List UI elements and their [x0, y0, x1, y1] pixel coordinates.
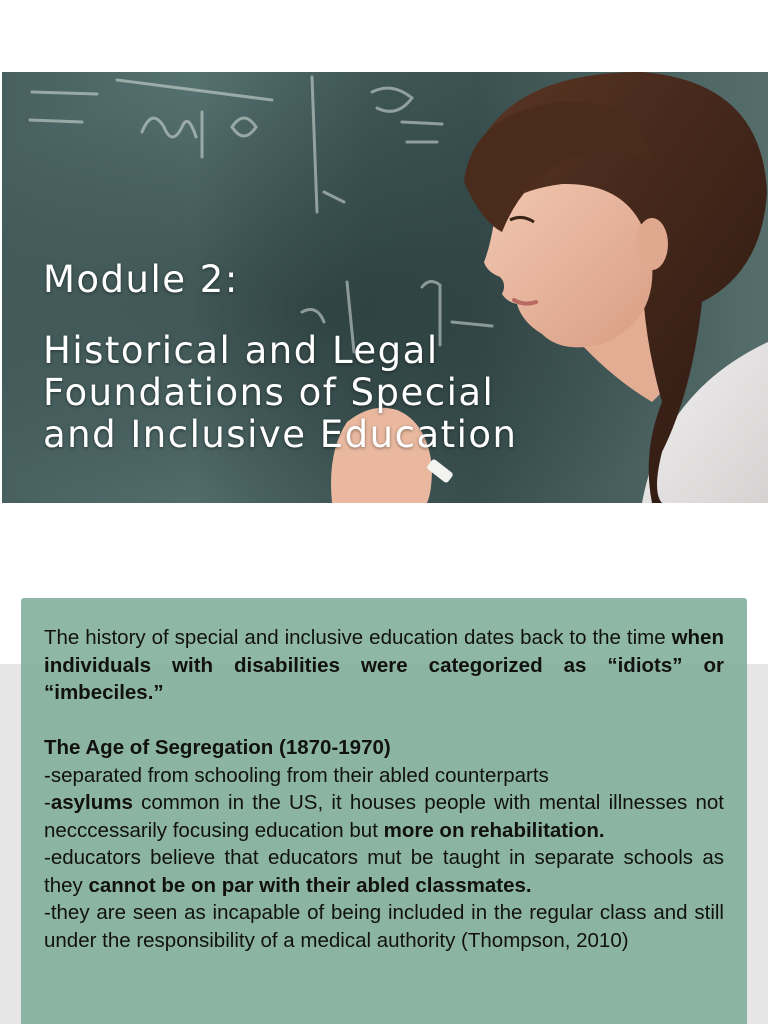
bullet-item [44, 789, 724, 844]
bullet-emphasis: asylums [50, 791, 133, 814]
module-title-line: Foundations of Special [43, 371, 495, 414]
bullet-emphasis: cannot be on par with their abled classmates. [88, 873, 532, 897]
section-heading [44, 734, 724, 762]
hero-banner [2, 72, 768, 503]
bullet-text: - [44, 791, 51, 814]
paragraph-spacer [44, 707, 724, 735]
bullet-emphasis: more on rehabilitation. [383, 818, 605, 842]
intro-paragraph [44, 624, 724, 707]
bullet-item [44, 762, 724, 790]
intro-text: The history of special and inclusive education dates back to the time [44, 626, 672, 649]
section-heading-text: The Age of Segregation (1870-1970) [44, 736, 391, 759]
bullet-text: -educators believe that educators mut be taught in separate schools as they [44, 846, 724, 897]
module-title [43, 330, 643, 456]
bullet-text: -separated from schooling from their abled counterparts [44, 763, 549, 787]
module-title-line: and Inclusive Education [43, 413, 518, 456]
bullet-text: -they are seen as incapable of being included in the regular class and still under the responsibility of a medical authority (Thompson, 2010) [44, 901, 724, 952]
bullet-item [44, 844, 724, 899]
intro-emphasis: when individuals with disabilities were categorized as “idiots” or “imbeciles.” [44, 626, 724, 704]
content-box [21, 598, 747, 1024]
bullet-text: common in the US, it houses people with mental illnesses not necccessarily focusing education but [44, 791, 724, 842]
module-label: Module 2: [43, 258, 239, 301]
module-title-line: Historical and Legal [43, 329, 439, 372]
bullet-item [44, 899, 724, 954]
